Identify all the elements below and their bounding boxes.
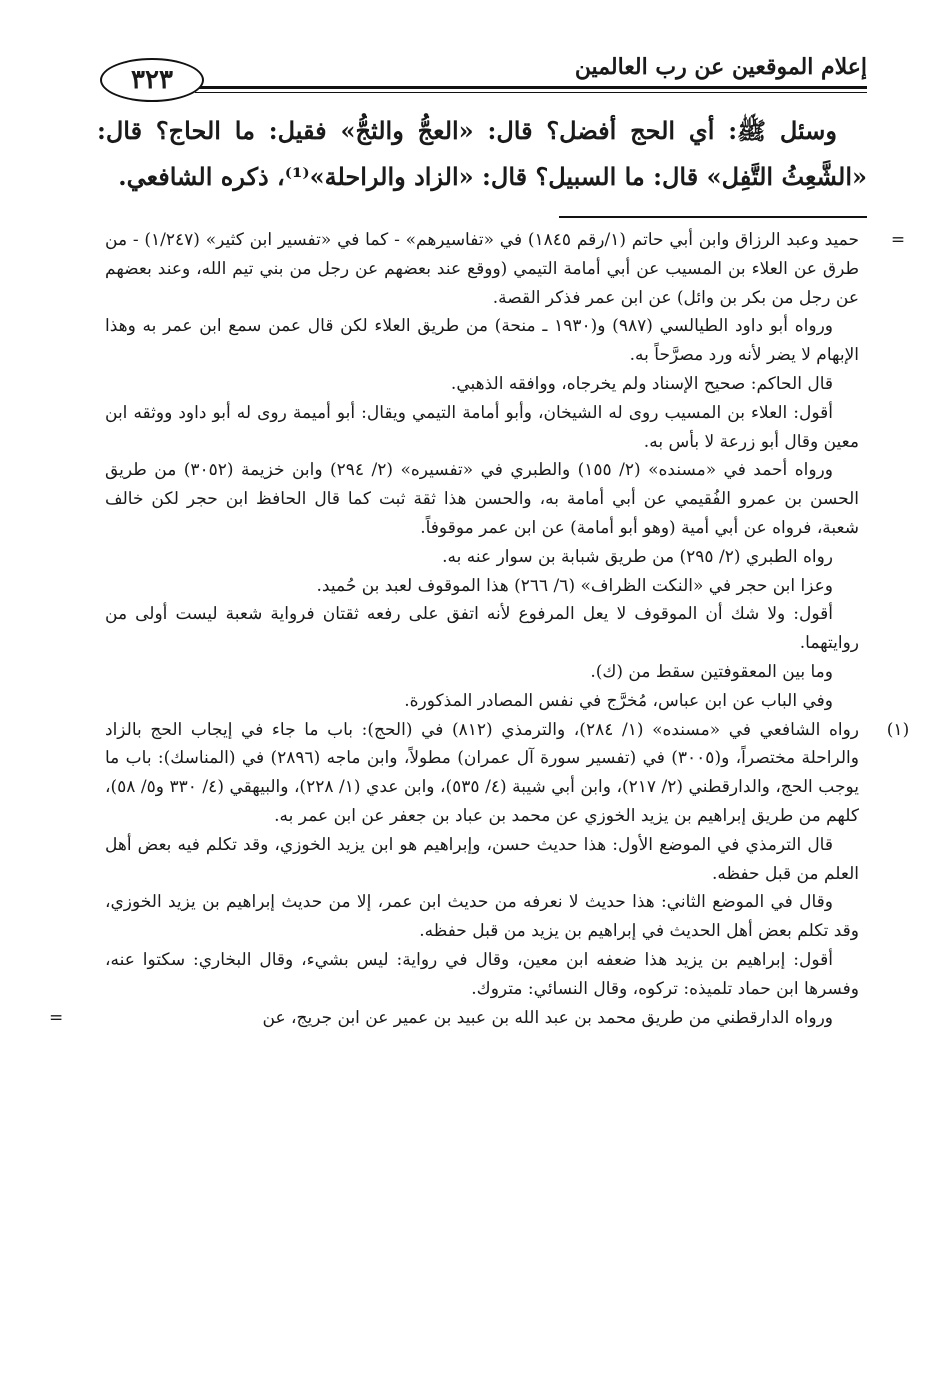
footnote-paragraph: أقول: إبراهيم بن يزيد هذا ضعفه ابن معين، وقال في رواية: ليس بشيء، وقال البخاري: سكتوا عنه، وفسرها ابن حماد تلميذه: تركوه، وقال النسائي: متروك. — [105, 949, 859, 999]
footnote-paragraph: ورواه أحمد في «مسنده» (٢/ ١٥٥) والطبري في «تفسيره» (٢/ ٢٩٤) وابن خزيمة (٣٠٥٢) من طريق الحسن بن عمرو الفُقيمي عن أبي أمامة به، والحسن هذا ثقة ثبت كما قال الحافظ ابن حجر لكن خالف شعبة، فرواه عن أبي أمية (وهو أبو أمامة) عن ابن عمر موقوفاً. — [105, 460, 859, 538]
footnote-paragraph: قال الحاكم: صحيح الإسناد ولم يخرجاه، ووافقه الذهبي. — [450, 373, 833, 394]
footnote-paragraph: وعزا ابن حجر في «النكت الظراف» (٦/ ٢٦٦) هذا الموقوف لعبد بن حُميد. — [316, 575, 833, 596]
footnote-paragraph: رواه الشافعي في «مسنده» (١/ ٢٨٤)، والترمذي (٨١٢) في (الحج): باب ما جاء في إيجاب الحج بالزاد والراحلة مختصراً، و(٣٠٠٥) في (تفسير سورة آل عمران) مطولاً، وابن ماجه (٢٨٩٦) في (المناسك): باب ما يوجب الحج، والدارقطني (٢/ ٢١٧)، وابن أبي شيبة (٤/ ٥٣٥)، وابن عدي (١/ ٢٢٨)، والبيهقي (٤/ ٣٣٠ و٥/ ٥٨)، كلهم من طريق إبراهيم بن يزيد الخوزي عن محمد بن عباد بن جعفر عن ابن عمر به. — [105, 719, 859, 826]
footnote-1 — [49, 716, 910, 1033]
footnote-last-line — [49, 1004, 859, 1033]
footnote-paragraph: رواه الطبري (٢/ ٢٩٥) من طريق شبابة بن سوار عنه به. — [442, 546, 833, 567]
trailing-marker: = — [49, 1007, 64, 1028]
footnote-paragraph: قال الترمذي في الموضع الأول: هذا حديث حسن، وإبراهيم هو ابن يزيد الخوزي، وقد تكلم فيه بعض أهل العلم من قبل حفظه. — [105, 834, 859, 884]
header-rule-thin — [195, 92, 867, 93]
footnote-paragraph: حميد وعبد الرزاق وابن أبي حاتم (١/رقم ١٨٤٥) في «تفاسيرهم» - كما في «تفسير ابن كثير» (١/٢٤٧) - من طرق عن العلاء بن المسيب عن أبي أمامة التيمي (ووقع عند بعضهم عن رجل من بني تيم الله، وعند بعضهم عن رجل من بكر بن وائل) عن ابن عمر فذكر القصة. — [105, 230, 859, 308]
footnote-continuation — [105, 226, 906, 716]
footnote-paragraph: وقال في الموضع الثاني: هذا حديث لا نعرفه من حديث ابن عمر، إلا من حديث إبراهيم بن يزيد الخوزي، وقد تكلم بعض أهل الحديث في إبراهيم بن يزيد من قبل حفظه. — [105, 892, 859, 942]
footnote-1-marker: (١) — [886, 719, 910, 740]
running-header — [95, 40, 867, 100]
footnote-paragraph: وما بين المعقوفتين سقط من (ك). — [590, 661, 833, 682]
header-rule — [195, 86, 867, 89]
footnote-paragraph: وفي الباب عن ابن عباس، مُخرَّج في نفس المصادر المذكورة. — [404, 690, 833, 711]
main-text — [97, 108, 867, 200]
continuation-marker: = — [890, 230, 906, 250]
book-title: إعلام الموقعين عن رب العالمين — [574, 54, 867, 80]
footnote-paragraph: أقول: العلاء بن المسيب روى له الشيخان، وأبو أمامة التيمي ويقال: أبو أميمة روى له أبو داود ووثقه ابن معين وقال أبو زرعة لا بأس به. — [105, 402, 859, 452]
footnote-paragraph: ورواه الدارقطني من طريق محمد بن عبد الله بن عبيد بن عمير عن ابن جريج، عن — [262, 1007, 833, 1028]
page-number: ٣٢٣ — [100, 58, 204, 102]
footnotes — [49, 226, 910, 1032]
footnote-divider — [559, 216, 867, 218]
main-paragraph: وسئل ﷺ: أي الحج أفضل؟ قال: «العجُّ والثجُّ» فقيل: ما الحاج؟ قال: «الشَّعِثُ التَّفِل» قال: ما السبيل؟ قال: «الزاد والراحلة»⁽¹⁾، ذكره الشافعي. — [97, 116, 867, 191]
footnote-paragraph: أقول: ولا شك أن الموقوف لا يعل المرفوع لأنه اتفق على رفعه ثقتان فرواية شعبة ليست أولى من روايتهما. — [105, 604, 859, 654]
footnote-paragraph: ورواه أبو داود الطيالسي (٩٨٧) و(١٩٣٠ ـ منحة) من طريق العلاء لكن قال عمن سمع ابن عمر به وهذا الإبهام لا يضر لأنه ورد مصرَّحاً به. — [105, 316, 859, 366]
